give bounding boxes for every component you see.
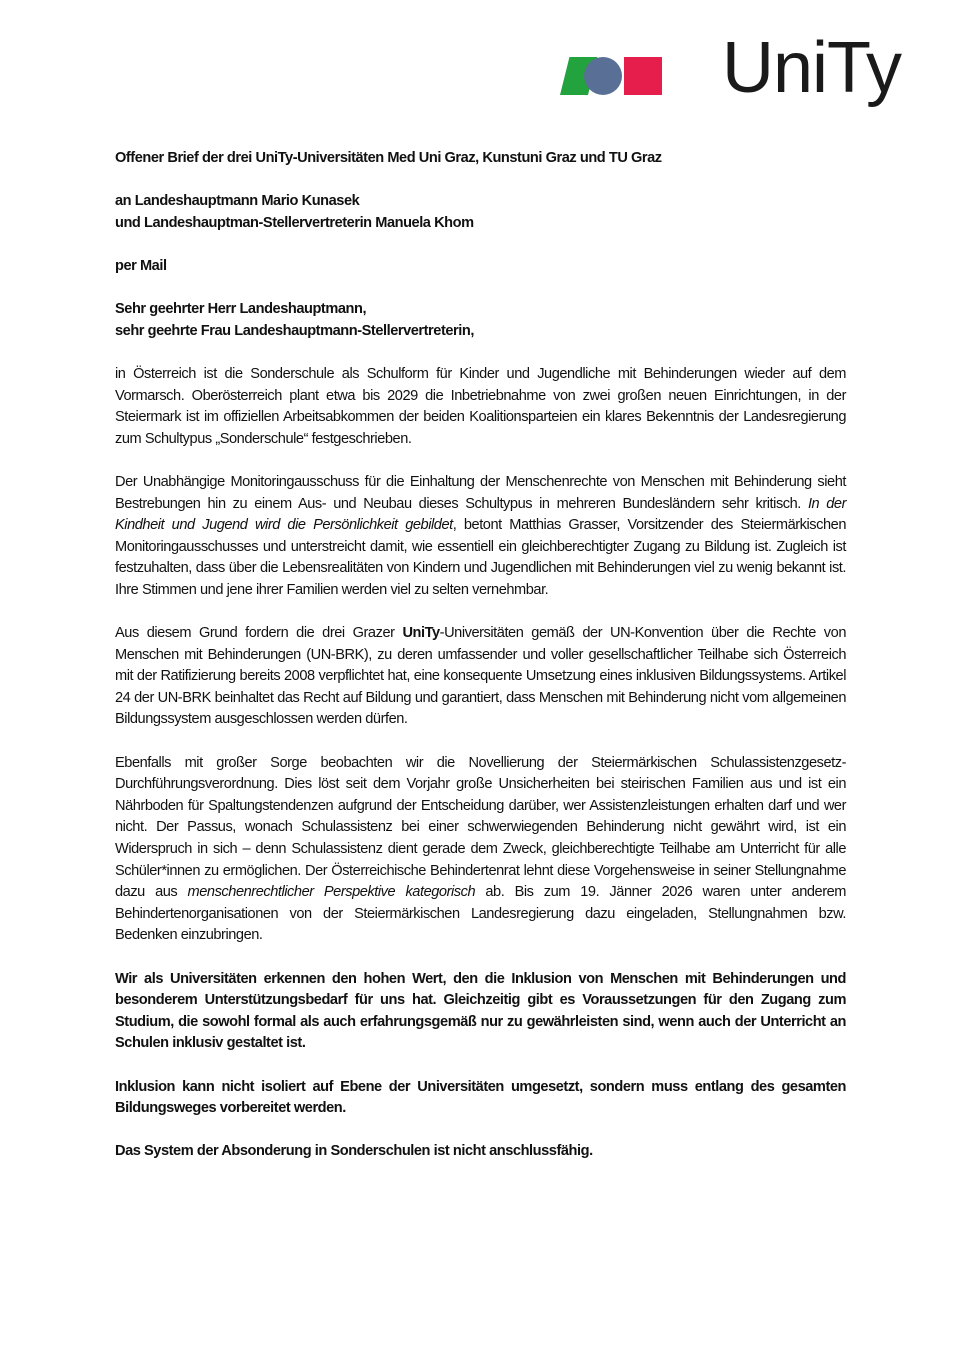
paragraph-3 — [115, 623, 846, 731]
paragraph-4-text-a: Ebenfalls mit großer Sorge beobachten wir die Novellierung der Steiermärkischen Schulassistenzgesetz-Durchführungsverordnung. Dies löst seit dem Vorjahr große Unsicherheiten bei steirischen Familien aus und ist ein Nährboden für Spaltungstendenzen aufgrund der Entscheidung darüber, wer Assistenzleistungen erhalten darf und wer nicht. Der Passus, wonach Schulassistenz bei einer schwerwiegenden Behinderung nicht gewährt wird, ist ein Widerspruch in sich – denn Schulassistenz dient gerade dem Zweck, gleichberechtigte Teilhabe am Unterricht für alle Schüler*innen zu ermöglichen. Der Österreichische Behindertenrat lehnt diese Vorgehensweise in seiner Stellungnahme dazu aus — [115, 754, 846, 901]
paragraph-3-text-b: -Universitäten gemäß der UN-Konvention über die Rechte von Menschen mit Behinderungen (UN-BRK), zu deren umfassender und voller gesellschaftlicher Teilhabe sich Österreich mit der Ratifizierung bereits 2008 verpflichtet hat, eine konsequente Umsetzung eines inklusiven Bildungssystems. Artikel 24 der UN-BRK beinhaltet das Recht auf Bildung und garantiert, dass Menschen mit Behinderung nicht vom allgemeinen Bildungssystem ausgeschlossen werden dürfen. — [115, 625, 846, 728]
letter-body — [115, 148, 846, 1163]
recipient-line-2: und Landeshauptman-Stellervertreterin Manuela Khom — [115, 214, 474, 231]
paragraph-7: Das System der Absonderung in Sonderschulen ist nicht anschlussfähig. — [115, 1143, 593, 1160]
logo-circle-shape — [584, 57, 622, 95]
unity-logo — [554, 28, 914, 113]
paragraph-2 — [115, 472, 846, 602]
paragraph-5: Wir als Universitäten erkennen den hohen Wert, den die Inklusion von Menschen mit Behinderungen und besonderem Unterstützungsbedarf für uns hat. Gleichzeitig gibt es Voraussetzungen für den Zugang zum Studium, die sowohl formal als auch erfahrungsgemäß nur zu gewährleisten sind, wenn auch der Unterricht an Schulen inklusiv gestaltet ist. — [115, 970, 846, 1052]
paragraph-3-text-a: Aus diesem Grund fordern die drei Grazer — [115, 625, 403, 642]
logo-square-shape — [624, 57, 662, 95]
salutation-line-1: Sehr geehrter Herr Landeshauptmann, — [115, 301, 367, 318]
paragraph-4-text-b: ab. Bis zum 19. Jänner 2026 waren unter anderem Behindertenorganisationen von der Steiermärkischen Landesregierung dazu eingeladen, Stellungnahmen bzw. Bedenken einzubringen. — [115, 884, 846, 944]
paragraph-1: in Österreich ist die Sonderschule als Schulform für Kinder und Jugendliche mit Behinderungen wieder auf dem Vormarsch. Oberösterreich plant etwa bis 2029 die Inbetriebnahme von zwei großen neuen Einrichtungen, in der Steiermark ist im offiziellen Arbeitsabkommen der beiden Koalitionsparteien ein klares Bekenntnis der Landesregierung zum Schultypus „Sonderschule“ festgeschrieben. — [115, 365, 846, 447]
paragraph-2-text-a: Der Unabhängige Monitoringausschuss für die Einhaltung der Menschenrechte von Menschen mit Behinderung sieht Bestrebungen hin zu einem Aus- und Neubau dieses Schultypus in mehreren Bundesländern sehr kritisch. — [115, 473, 846, 512]
recipient-line-1: an Landeshauptmann Mario Kunasek — [115, 193, 360, 210]
paragraph-2-text-b: , betont Matthias Grasser, Vorsitzender des Steiermärkischen Monitoringausschusses und unterstreicht damit, wie essentiell ein gleichberechtigter Zugang zu Bildung ist. Zugleich ist festzuhalten, dass über die Lebensrealitäten von Kindern und Jugendlichen mit Behinderungen viel zu wenig bekannt ist. Ihre Stimmen und jene ihrer Familien werden viel zu selten vernehmbar. — [115, 517, 846, 598]
delivery-method: per Mail — [115, 257, 167, 274]
paragraph-4 — [115, 753, 846, 947]
letter-title: Offener Brief der drei UniTy-Universitäten Med Uni Graz, Kunstuni Graz und TU Graz — [115, 150, 662, 166]
logo-wordmark: UniTy — [722, 28, 902, 108]
paragraph-3-brand: UniTy — [402, 625, 440, 642]
paragraph-4-quote: menschenrechtlicher Perspektive kategorisch — [187, 884, 476, 901]
paragraph-2-quote: In der Kindheit und Jugend wird die Persönlichkeit gebildet — [115, 495, 847, 534]
paragraph-6: Inklusion kann nicht isoliert auf Ebene der Universitäten umgesetzt, sondern muss entlang des gesamten Bildungsweges vorbereitet werden. — [115, 1078, 846, 1117]
salutation-line-2: sehr geehrte Frau Landeshauptmann-Stellervertreterin, — [115, 322, 474, 339]
